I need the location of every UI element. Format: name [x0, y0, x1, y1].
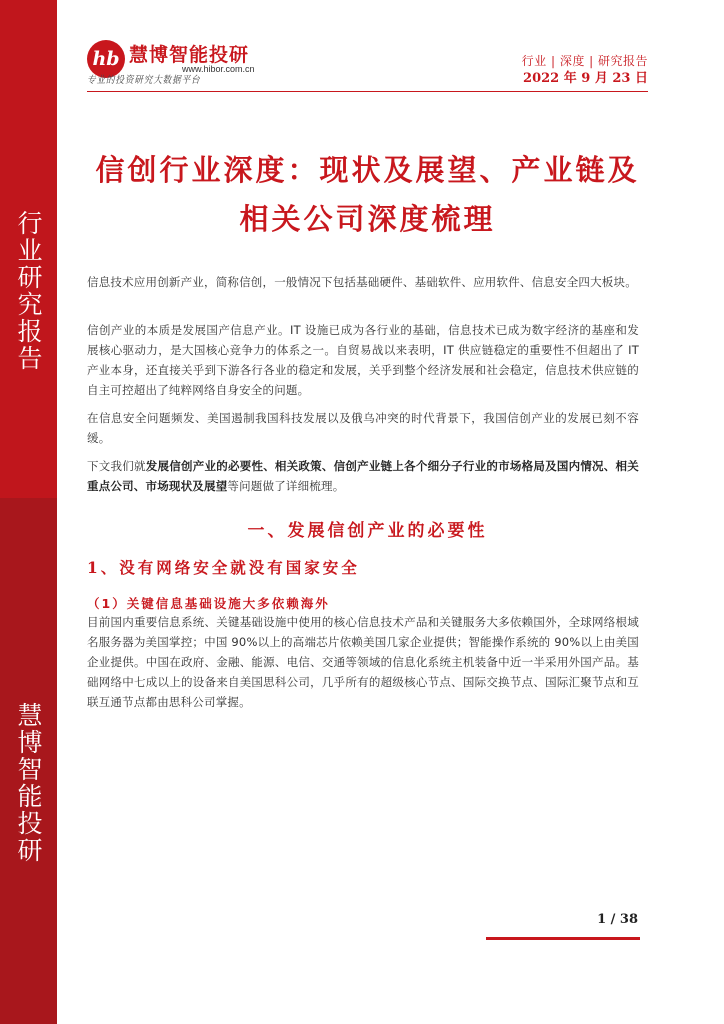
logo-brand-name: 慧博智能投研: [129, 44, 250, 66]
overview-highlight: 发展信创产业的必要性、相关政策、信创产业链上各个细分子行业的市场格局及国内情况、相关重点公司、市场现状及展望: [87, 459, 639, 493]
subsubsection-heading-1: （1）关键信息基础设施大多依赖海外: [87, 596, 330, 611]
document-title: 信创行业深度：现状及展望、产业链及相关公司深度梳理: [95, 153, 640, 236]
logo-url: www.hibor.com.cn: [182, 64, 255, 74]
report-date: 2022 年 9 月 23 日: [523, 71, 648, 86]
subsection-heading-1: 1、没有网络安全就没有国家安全: [87, 558, 360, 577]
paragraph-overview: [87, 456, 639, 496]
sidebar-report-type-label: 行业研究报告: [14, 210, 43, 372]
paragraph-dependency: 目前国内重要信息系统、关键基础设施中使用的核心信息技术产品和关键服务大多依赖国外，全球网络根域名服务器为美国掌控；中国 90%以上的高端芯片依赖美国几家企业提供；智能操作系统的 90%以上由美国企业提供。中国在政府、金融、能源、电信、交通等领域的信息化系统主机装备中近一半采用外国产品。基础网络中七成以上的设备来自美国思科公司，几乎所有的超级核心节点、国际交换节点、国际汇聚节点和互联互通节点都由思科公司掌握。: [87, 615, 639, 709]
overview-suffix: 等问题做了详细梳理。: [227, 479, 345, 493]
sidebar-top-band: [0, 0, 57, 498]
header-divider: [87, 91, 648, 92]
sidebar-brand-label: 慧博智能投研: [14, 702, 43, 864]
sidebar: [0, 0, 57, 1024]
paragraph-essence: 信创产业的本质是发展国产信息产业。IT 设施已成为各行业的基础，信息技术已成为数字经济的基座和发展核心驱动力，是大国核心竞争力的体系之一。自贸易战以来表明，IT 供应链稳定的重要性不但超出了 IT 产业本身，还直接关乎到下游各行各业的稳定和发展，关乎到整个经济发展和社会稳定，信息技术供应链的自主可控超出了纯粹网络自身安全的问题。: [87, 323, 639, 397]
logo-mark-icon: hb: [87, 40, 125, 78]
logo-slogan: 专业的投资研究大数据平台: [87, 75, 201, 86]
footer-divider: [486, 937, 640, 940]
sidebar-bottom-band: [0, 498, 57, 1024]
paragraph-intro: 信息技术应用创新产业，简称信创，一般情况下包括基础硬件、基础软件、应用软件、信息安全四大板块。: [87, 275, 637, 289]
overview-prefix: 下文我们就: [87, 459, 146, 473]
header-meta: [522, 53, 648, 89]
page-number: 1 / 38: [597, 912, 638, 927]
report-tags: 行业 | 深度 | 研究报告: [521, 54, 648, 68]
brand-logo: [87, 40, 277, 85]
section-heading-1: 一、发展信创产业的必要性: [247, 521, 488, 541]
paragraph-background: 在信息安全问题频发、美国遏制我国科技发展以及俄乌冲突的时代背景下，我国信创产业的发展已刻不容缓。: [87, 411, 639, 445]
